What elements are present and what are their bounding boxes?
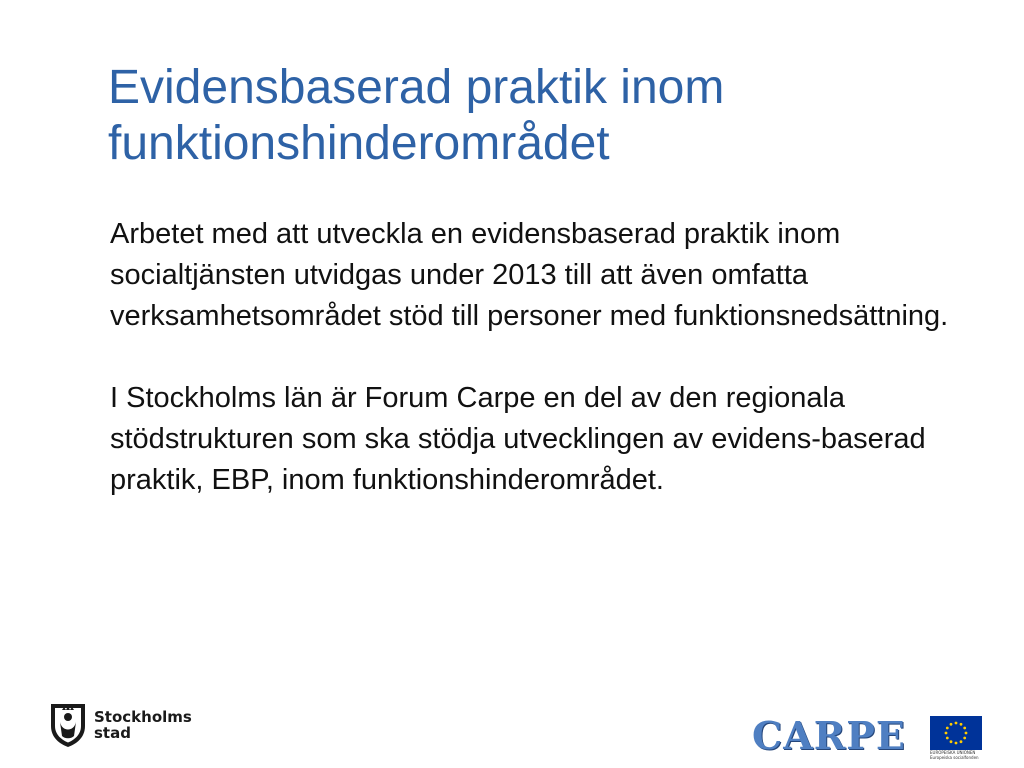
stockholm-stad-wordmark [94, 709, 192, 741]
eu-caption-line-1: EUROPEISKA UNIONEN [930, 750, 976, 755]
body-paragraph-2: I Stockholms län är Forum Carpe en del av den regionala stödstrukturen som ska stödja utvecklingen av evidens-baserad praktik, EBP, inom funktionshinderområdet. [110, 382, 926, 496]
stockholm-wordmark-line-2: stad [94, 724, 131, 742]
eu-flag-icon [930, 716, 982, 750]
eu-logo [930, 716, 986, 762]
slide-title [108, 60, 988, 172]
stockholm-stad-logo [48, 702, 208, 748]
stockholm-wordmark-line-1: Stockholms [94, 708, 192, 726]
slide-title-line-1: Evidensbaserad praktik inom [108, 61, 725, 114]
slide-body [110, 214, 990, 501]
slide-title-line-2: funktionshinderområdet [108, 117, 610, 170]
eu-caption-line-2: Europeiska socialfonden [930, 755, 979, 760]
eu-caption [930, 750, 986, 760]
body-paragraph-1: Arbetet med att utveckla en evidensbaserad praktik inom socialtjänsten utvidgas under 2013 till att även omfatta verksamhetsområdet stöd till personer med funktionsnedsättning. [110, 218, 949, 332]
stockholm-crest-icon [48, 702, 88, 748]
carpe-logo: CARPE [752, 713, 906, 758]
